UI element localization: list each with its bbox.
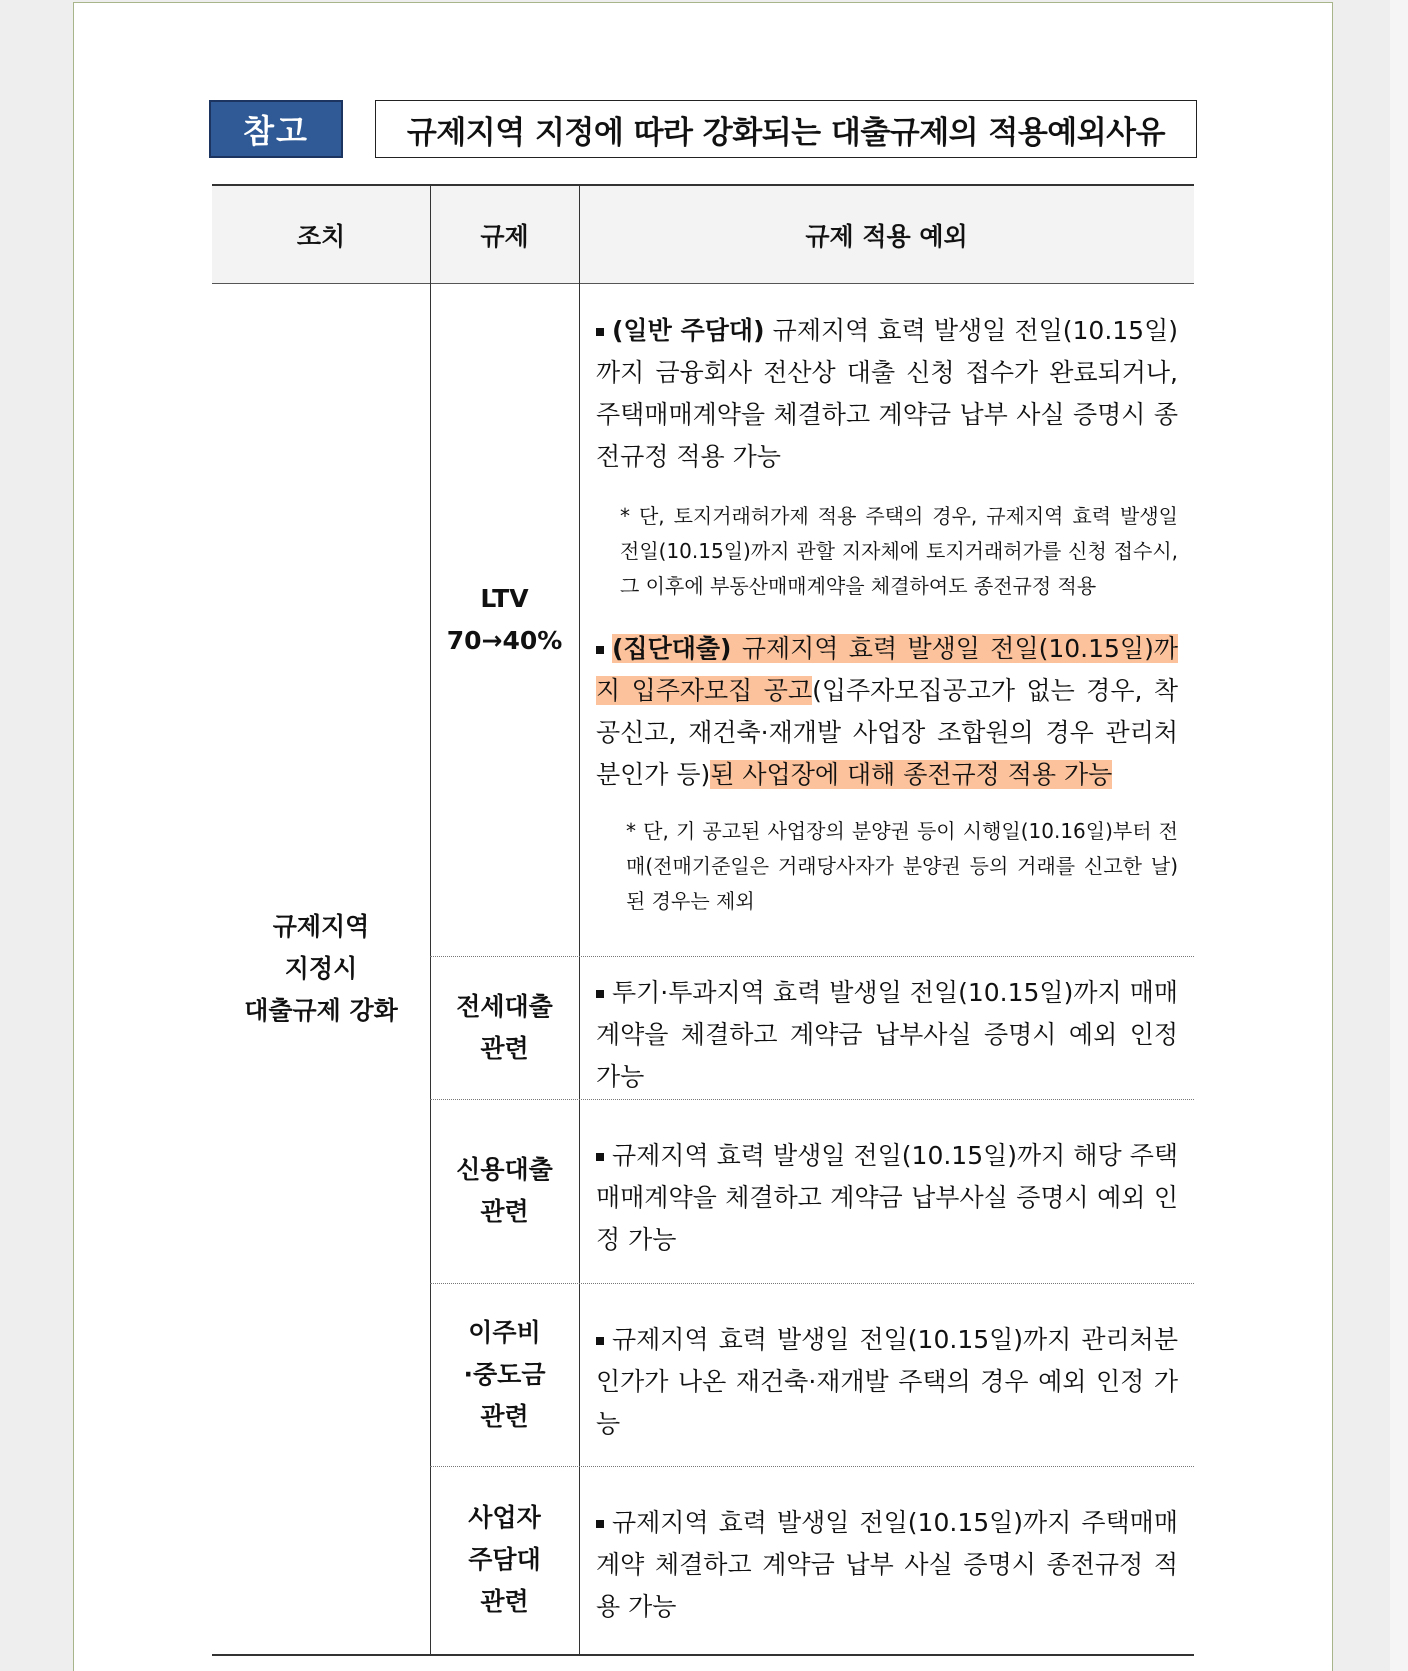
highlighted-text: 된 사업장에 대해 종전규정 적용 가능 bbox=[710, 760, 1113, 789]
bullet-credit bbox=[596, 1135, 1178, 1261]
bullet-general-mortgage bbox=[596, 310, 1178, 478]
regulation-line: 70→40% bbox=[446, 626, 563, 655]
regulation-cell-ltv bbox=[430, 284, 579, 956]
column-divider bbox=[579, 184, 580, 1654]
regulation-line: 이주비 bbox=[468, 1317, 541, 1347]
bullet-marker bbox=[596, 646, 604, 654]
header-measure: 조치 bbox=[296, 221, 346, 251]
regulation-line: ·중도금 bbox=[463, 1359, 546, 1389]
bullet-relocation bbox=[596, 1319, 1178, 1445]
table-bottom-border bbox=[212, 1654, 1194, 1656]
bullet-text: 규제지역 효력 발생일 전일(10.15일)까지 해당 주택매매계약을 체결하고 계약금 납부사실 증명시 예외 인정 가능 bbox=[596, 1141, 1178, 1254]
regulation-line: 사업자 bbox=[468, 1503, 541, 1532]
scroll-gutter bbox=[1390, 0, 1408, 1671]
bullet-marker bbox=[596, 1153, 604, 1161]
highlighted-text: 규제지역 효력 발생일 전일(10.15일)까지 입주자모집 공고 bbox=[596, 634, 1178, 705]
bullet-text: 투기·투과지역 효력 발생일 전일(10.15일)까지 매매계약을 체결하고 계약금 납부사실 증명시 예외 인정 가능 bbox=[596, 978, 1178, 1091]
measure-line: 지정시 bbox=[284, 954, 358, 983]
measure-line: 대출규제 강화 bbox=[244, 996, 398, 1025]
regulation-cell-business bbox=[430, 1466, 579, 1654]
bullet-text: 규제지역 효력 발생일 전일(10.15일)까지 금융회사 전산상 대출 신청 접수가 완료되거나, 주택매매계약을 체결하고 계약금 납부 사실 증명시 종전규정 적용 가능 bbox=[596, 316, 1178, 471]
regulation-cell-credit bbox=[430, 1099, 579, 1283]
bullet-jeonse bbox=[596, 972, 1178, 1098]
bullet-marker bbox=[596, 1337, 604, 1345]
regulation-line: 전세대출 bbox=[456, 991, 553, 1021]
bullet-text: 규제지역 효력 발생일 전일(10.15일)까지 주택매매계약 체결하고 계약금 납부 사실 증명시 종전규정 적용 가능 bbox=[596, 1508, 1178, 1621]
reference-tag: 참고 bbox=[209, 100, 343, 158]
bullet-marker bbox=[596, 1520, 604, 1528]
bullet-marker bbox=[596, 328, 604, 336]
section-title: 규제지역 지정에 따라 강화되는 대출규제의 적용예외사유 bbox=[375, 100, 1197, 158]
bullet-marker bbox=[596, 990, 604, 998]
bullet-text: 규제지역 효력 발생일 전일(10.15일)까지 관리처분인가가 나온 재건축·재개발 주택의 경우 예외 인정 가능 bbox=[596, 1325, 1178, 1438]
note-land-permit: * 단, 토지거래허가제 적용 주택의 경우, 규제지역 효력 발생일 전일(10.15일)까지 관할 지자체에 토지거래허가를 신청 접수시, 그 이후에 부동산매매계약을 체결하여도 종전규정 적용 bbox=[620, 504, 1178, 598]
regulation-line: 관련 bbox=[480, 1197, 529, 1226]
table-header bbox=[212, 184, 1194, 284]
bullet-group-loan bbox=[596, 628, 1178, 796]
bullet-label: (집단대출) bbox=[612, 634, 732, 663]
regulation-line: 신용대출 bbox=[456, 1155, 553, 1184]
bullet-text: (입주자모집공고가 없는 경우, 착공신고, 재건축·재개발 사업장 조합원의 경우 관리처분인가 등) bbox=[596, 676, 1178, 789]
header-exception: 규제 적용 예외 bbox=[805, 221, 968, 251]
note-resale: * 단, 기 공고된 사업장의 분양권 등이 시행일(10.16일)부터 전매(전매기준일은 거래당사자가 분양권 등의 거래를 신고한 날)된 경우는 제외 bbox=[626, 819, 1178, 913]
regulation-line: 주담대 bbox=[468, 1545, 541, 1574]
document-page bbox=[73, 2, 1333, 1671]
section-heading bbox=[209, 100, 1199, 162]
regulation-line: 관련 bbox=[480, 1587, 529, 1616]
measure-line: 규제지역 bbox=[272, 912, 370, 941]
header-regulation: 규제 bbox=[480, 221, 529, 251]
bullet-label: (일반 주담대) bbox=[612, 316, 765, 345]
regulation-line: 관련 bbox=[480, 1033, 529, 1063]
measure-cell bbox=[212, 284, 430, 1654]
regulation-cell-relocation bbox=[430, 1283, 579, 1466]
bullet-business bbox=[596, 1502, 1178, 1628]
regulation-line: LTV bbox=[480, 584, 529, 613]
regulation-cell-jeonse bbox=[430, 956, 579, 1099]
regulation-line: 관련 bbox=[480, 1401, 529, 1431]
